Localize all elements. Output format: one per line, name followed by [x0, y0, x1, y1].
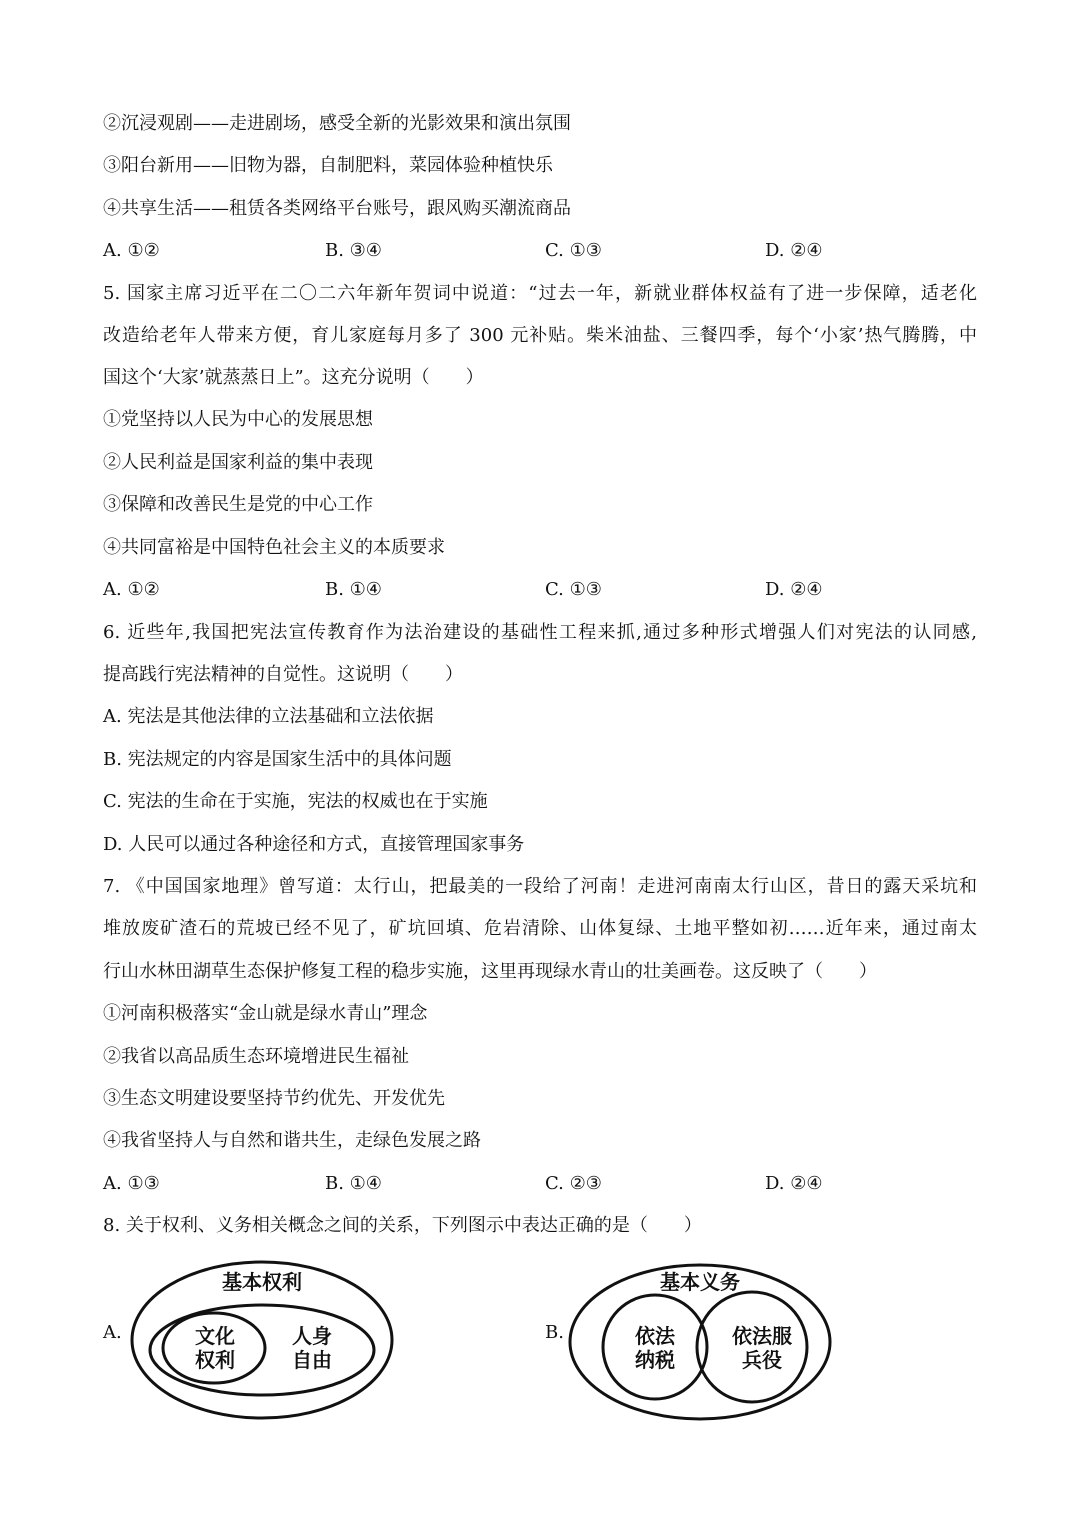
diagram-a-right-label: 自由	[292, 1348, 332, 1372]
q7-choice-b: B. ①④	[325, 1173, 382, 1194]
q7-stem-line: 行山水林田湖草生态保护修复工程的稳步实施，这里再现绿水青山的壮美画卷。这反映了（ ）	[103, 961, 877, 982]
q7-choice-a: A. ①③	[103, 1173, 160, 1194]
q8-stem: 8. 关于权利、义务相关概念之间的关系，下列图示中表达正确的是（ ）	[103, 1215, 702, 1236]
q4-item-2: ②沉浸观剧——走进剧场，感受全新的光影效果和演出氛围	[103, 113, 571, 134]
q6-choice-d: D. 人民可以通过各种途径和方式，直接管理国家事务	[103, 834, 525, 855]
diagram-a-right-label: 人身	[292, 1324, 332, 1348]
diagram-a	[132, 1262, 392, 1418]
q5-choice-c: C. ①③	[545, 579, 602, 600]
diagram-b	[570, 1265, 830, 1419]
q5-choice-d: D. ②④	[765, 579, 823, 600]
q4-item-3: ③阳台新用——旧物为器，自制肥料，菜园体验种植快乐	[103, 155, 553, 176]
q4-choice-d: D. ②④	[765, 240, 823, 261]
diagram-a-left-label: 文化	[195, 1324, 235, 1348]
q8-option-a-label: A.	[103, 1322, 122, 1343]
q6-stem-line: 提高践行宪法精神的自觉性。这说明（ ）	[103, 664, 463, 685]
q5-choice-b: B. ①④	[325, 579, 382, 600]
q5-stem-line: 改造给老年人带来方便，育儿家庭每月多了 300 元补贴。柴米油盐、三餐四季，每个‘小家’热气腾腾，中	[103, 325, 977, 346]
q6-choice-b: B. 宪法规定的内容是国家生活中的具体问题	[103, 749, 452, 770]
diagram-b-left-label: 纳税	[635, 1348, 675, 1372]
diagram-a-outer-label: 基本权利	[222, 1270, 302, 1294]
q7-stem-line: 7. 《中国国家地理》曾写道：太行山，把最美的一段给了河南！走进河南南太行山区，昔日的露天采坑和	[103, 876, 977, 897]
q4-item-4: ④共享生活——租赁各类网络平台账号，跟风购买潮流商品	[103, 198, 571, 219]
q5-item-2: ②人民利益是国家利益的集中表现	[103, 452, 373, 473]
q7-item-1: ①河南积极落实“金山就是绿水青山”理念	[103, 1003, 428, 1024]
q5-stem-line: 5. 国家主席习近平在二〇二六年新年贺词中说道：“过去一年，新就业群体权益有了进一步保障，适老化	[103, 283, 977, 304]
q5-stem-line: 国这个‘大家’就蒸蒸日上”。这充分说明（ ）	[103, 367, 484, 388]
q6-choice-a: A. 宪法是其他法律的立法基础和立法依据	[103, 706, 434, 727]
diagram-b-left-label: 依法	[635, 1324, 675, 1348]
q6-choice-c: C. 宪法的生命在于实施，宪法的权威也在于实施	[103, 791, 488, 812]
diagram-b-outer-label: 基本义务	[660, 1270, 740, 1294]
q5-item-4: ④共同富裕是中国特色社会主义的本质要求	[103, 537, 445, 558]
diagram-a-left-label: 权利	[195, 1348, 235, 1372]
q4-choice-a: A. ①②	[103, 240, 160, 261]
q8-option-b-label: B.	[545, 1322, 564, 1343]
q7-choice-c: C. ②③	[545, 1173, 602, 1194]
diagram-b-right-label: 依法服	[732, 1324, 792, 1348]
q7-choice-d: D. ②④	[765, 1173, 823, 1194]
q5-choice-a: A. ①②	[103, 579, 160, 600]
q7-item-2: ②我省以高品质生态环境增进民生福祉	[103, 1046, 409, 1067]
q8-diagrams	[0, 1250, 1080, 1430]
q7-item-3: ③生态文明建设要坚持节约优先、开发优先	[103, 1088, 445, 1109]
q6-stem-line: 6. 近些年,我国把宪法宣传教育作为法治建设的基础性工程来抓,通过多种形式增强人们对宪法的认同感,	[103, 622, 977, 643]
q4-choice-b: B. ③④	[325, 240, 382, 261]
q7-stem-line: 堆放废矿渣石的荒坡已经不见了，矿坑回填、危岩清除、山体复绿、土地平整如初……近年来，通过南太	[103, 918, 977, 939]
diagram-b-right-label: 兵役	[742, 1348, 782, 1372]
q5-item-1: ①党坚持以人民为中心的发展思想	[103, 409, 373, 430]
q7-item-4: ④我省坚持人与自然和谐共生，走绿色发展之路	[103, 1130, 481, 1151]
q4-choice-c: C. ①③	[545, 240, 602, 261]
q5-item-3: ③保障和改善民生是党的中心工作	[103, 494, 373, 515]
